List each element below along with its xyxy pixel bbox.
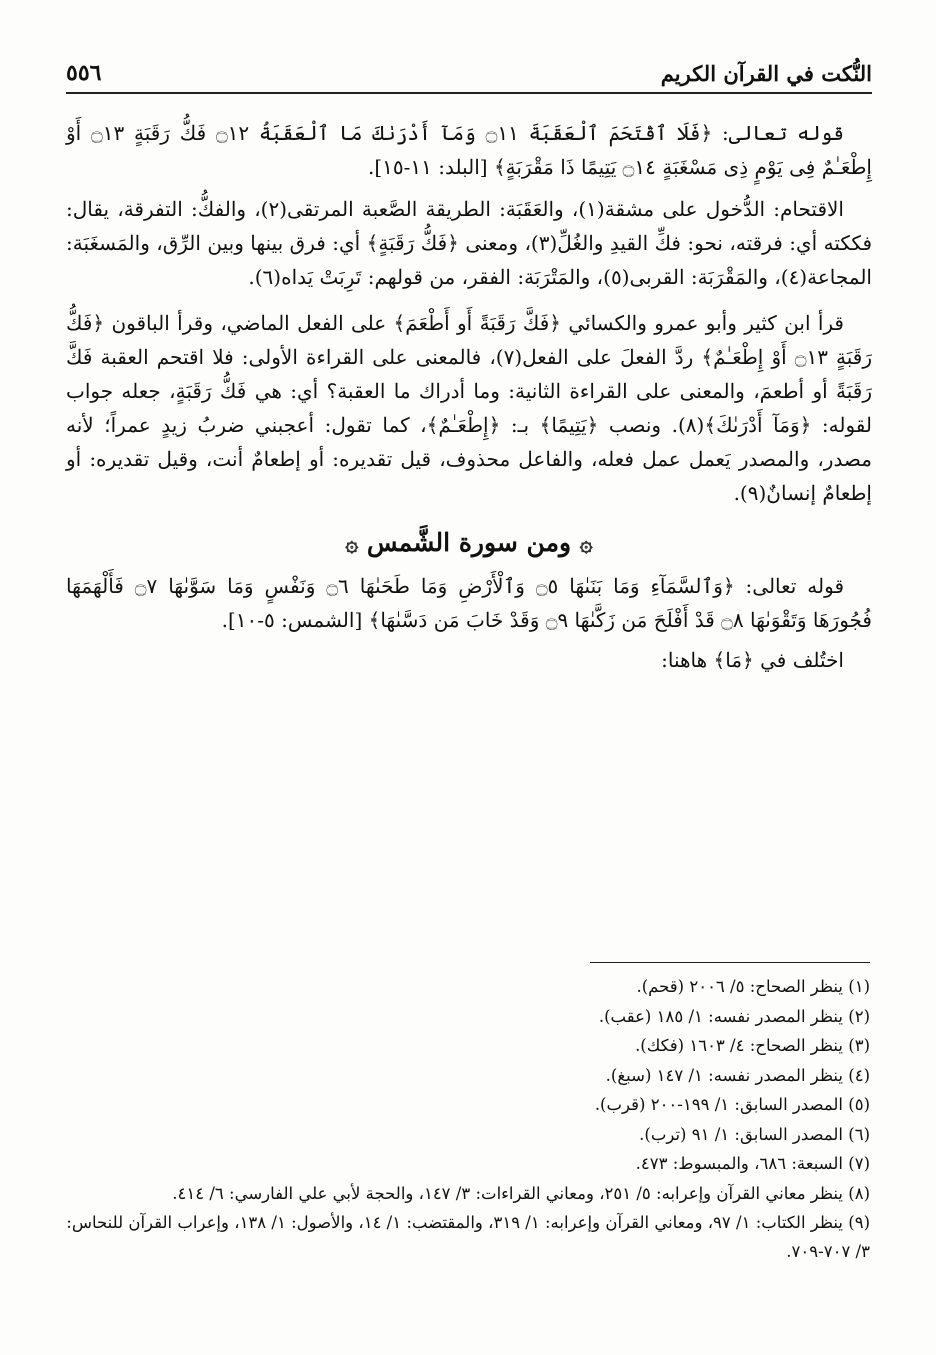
paragraph-ikhtulifa: اختُلف في ﴿مَا﴾ هاهنا:: [661, 648, 844, 672]
footnote-item: (٧) السبعة: ٦٨٦، والمبسوط: ٤٧٣.: [635, 1154, 870, 1173]
page-number: ٥٥٦: [66, 60, 102, 86]
surah-heading: [66, 528, 872, 557]
paragraph-definitions: الاقتحام: الدُّخول على مشقة(١)، والعَقَبَة: الطريقة الصَّعبة المرتقى(٢)، والفكُّ: التفرقة، يقال: فككته أي: فرقته، نحو: فكِّ القيدِ والغُلِّ(٣)، ومعنى ﴿فَكُّ رَقَبَةٍ﴾ أي: فرق بينها وبين الرِّق، والمَسغَبَة: المجاعة(٤)، والمَقْرَبَة: القربى(٥)، والمَتْرَبَة: الفقر، من قولهم: تَرِبَتْ يَداه(٦).: [66, 197, 873, 289]
footnote-item: (٥) المصدر السابق: ١/ ١٩٩-٢٠٠ (قرب).: [594, 1095, 870, 1114]
footnote-item: (١) ينظر الصحاح: ٥/ ٢٠٠٦ (قحم).: [636, 977, 870, 996]
footnote-item: (٦) المصدر السابق: ١/ ٩١ (ترب).: [639, 1124, 870, 1144]
footnote-item: (٩) ينظر الكتاب: ١/ ٩٧، ومعاني القرآن وإعرابه: ١/ ٣١٩، والمقتضب: ١/ ١٤، والأصول: ١/ ١٣٨، وإعراب القرآن للنحاس: ٣/ ٧٠٧-٧٠٩.: [66, 1213, 870, 1261]
ornament-icon: ۞: [579, 531, 593, 557]
footnote-item: (٨) ينظر معاني القرآن وإعرابه: ٥/ ٢٥١، ومعاني القراءات: ٣/ ١٤٧، والحجة لأبي علي الفارسي: ٦/ ٤١٤.: [172, 1183, 870, 1203]
paragraph-readings: قرأ ابن كثير وأبو عمرو والكسائي ﴿فَكَّ رَقَبَةً أَو أَطْعَمَ﴾ على الفعل الماضي، وقرأ الباقون ﴿فَكُّ رَقَبَةٍ ۝١٣ أَوْ إِطْعَـٰمٌ﴾ ردَّ الفعلَ على الفعل(٧)، فالمعنى على القراءة الأولى: فلا اقتحم العقبة فَكَّ رَقَبَةً أو أطعمَ، والمعنى على القراءة الثانية: وما أدراك ما العقبة؟ أي: هي فَكُّ رَقَبَةٍ، جعله جواب لقوله: ﴿وَمَآ أَدْرَىٰكَ﴾(٨). ونصب ﴿يَتِيمًا﴾ بـ: ﴿إِطْعَـٰمٌ﴾، كما تقول: أعجبني ضربُ زيدٍ عمراً؛ لأنه مصدر، والمصدر يَعمل عمل فعله، والفاعل محذوف، قيل تقديره: أو إطعامٌ أنت، وقيل تقديره: أو إطعامٌ إنسانٌ(٩).: [66, 311, 872, 505]
footnote-item: (٣) ينظر الصحاح: ٤/ ١٦٠٣ (فكك).: [635, 1036, 870, 1055]
page-header: [66, 46, 872, 94]
running-title: النُّكت في القرآن الكريم: [660, 61, 872, 86]
footnote-item: (٢) ينظر المصدر نفسه: ١/ ١٨٥ (عقب).: [598, 1006, 870, 1026]
footnote-divider: [590, 962, 870, 963]
paragraph-verse-shams: قوله تعالى: ﴿وَٱلسَّمَآءِ وَمَا بَنَىٰهَا ۝٥ وَٱلْأَرْضِ وَمَا طَحَىٰهَا ۝٦ وَنَفْسٍ وَمَا سَوَّىٰهَا ۝٧ فَأَلْهَمَهَا فُجُورَهَا وَتَقْوَىٰهَا ۝٨ قَدْ أَفْلَحَ مَن زَكَّىٰهَا ۝٩ وَقَدْ خَابَ مَن دَسَّىٰهَا﴾ [الشمس: ٥-١٠].: [66, 574, 872, 632]
ornament-icon: ۞: [345, 531, 359, 557]
paragraph-verse-balad: قوله تعالى: ﴿فَلَا ٱقْتَحَمَ ٱلْعَقَبَةَ ۝١١ وَمَآ أَدْرَىٰكَ مَا ٱلْعَقَبَةُ ۝١٢ فَكُّ رَقَبَةٍ ۝١٣ أَوْ إِطْعَـٰمٌ فِى يَوْمٍ ذِى مَسْغَبَةٍ ۝١٤ يَتِيمًا ذَا مَقْرَبَةٍ﴾ [البلد: ١١-١٥].: [66, 121, 872, 179]
surah-heading-text: ومن سورة الشَّمس: [366, 528, 572, 557]
footnote-item: (٤) ينظر المصدر نفسه: ١/ ١٤٧ (سبغ).: [605, 1065, 870, 1085]
footnotes: [64, 972, 870, 1266]
book-page: [66, 46, 872, 677]
